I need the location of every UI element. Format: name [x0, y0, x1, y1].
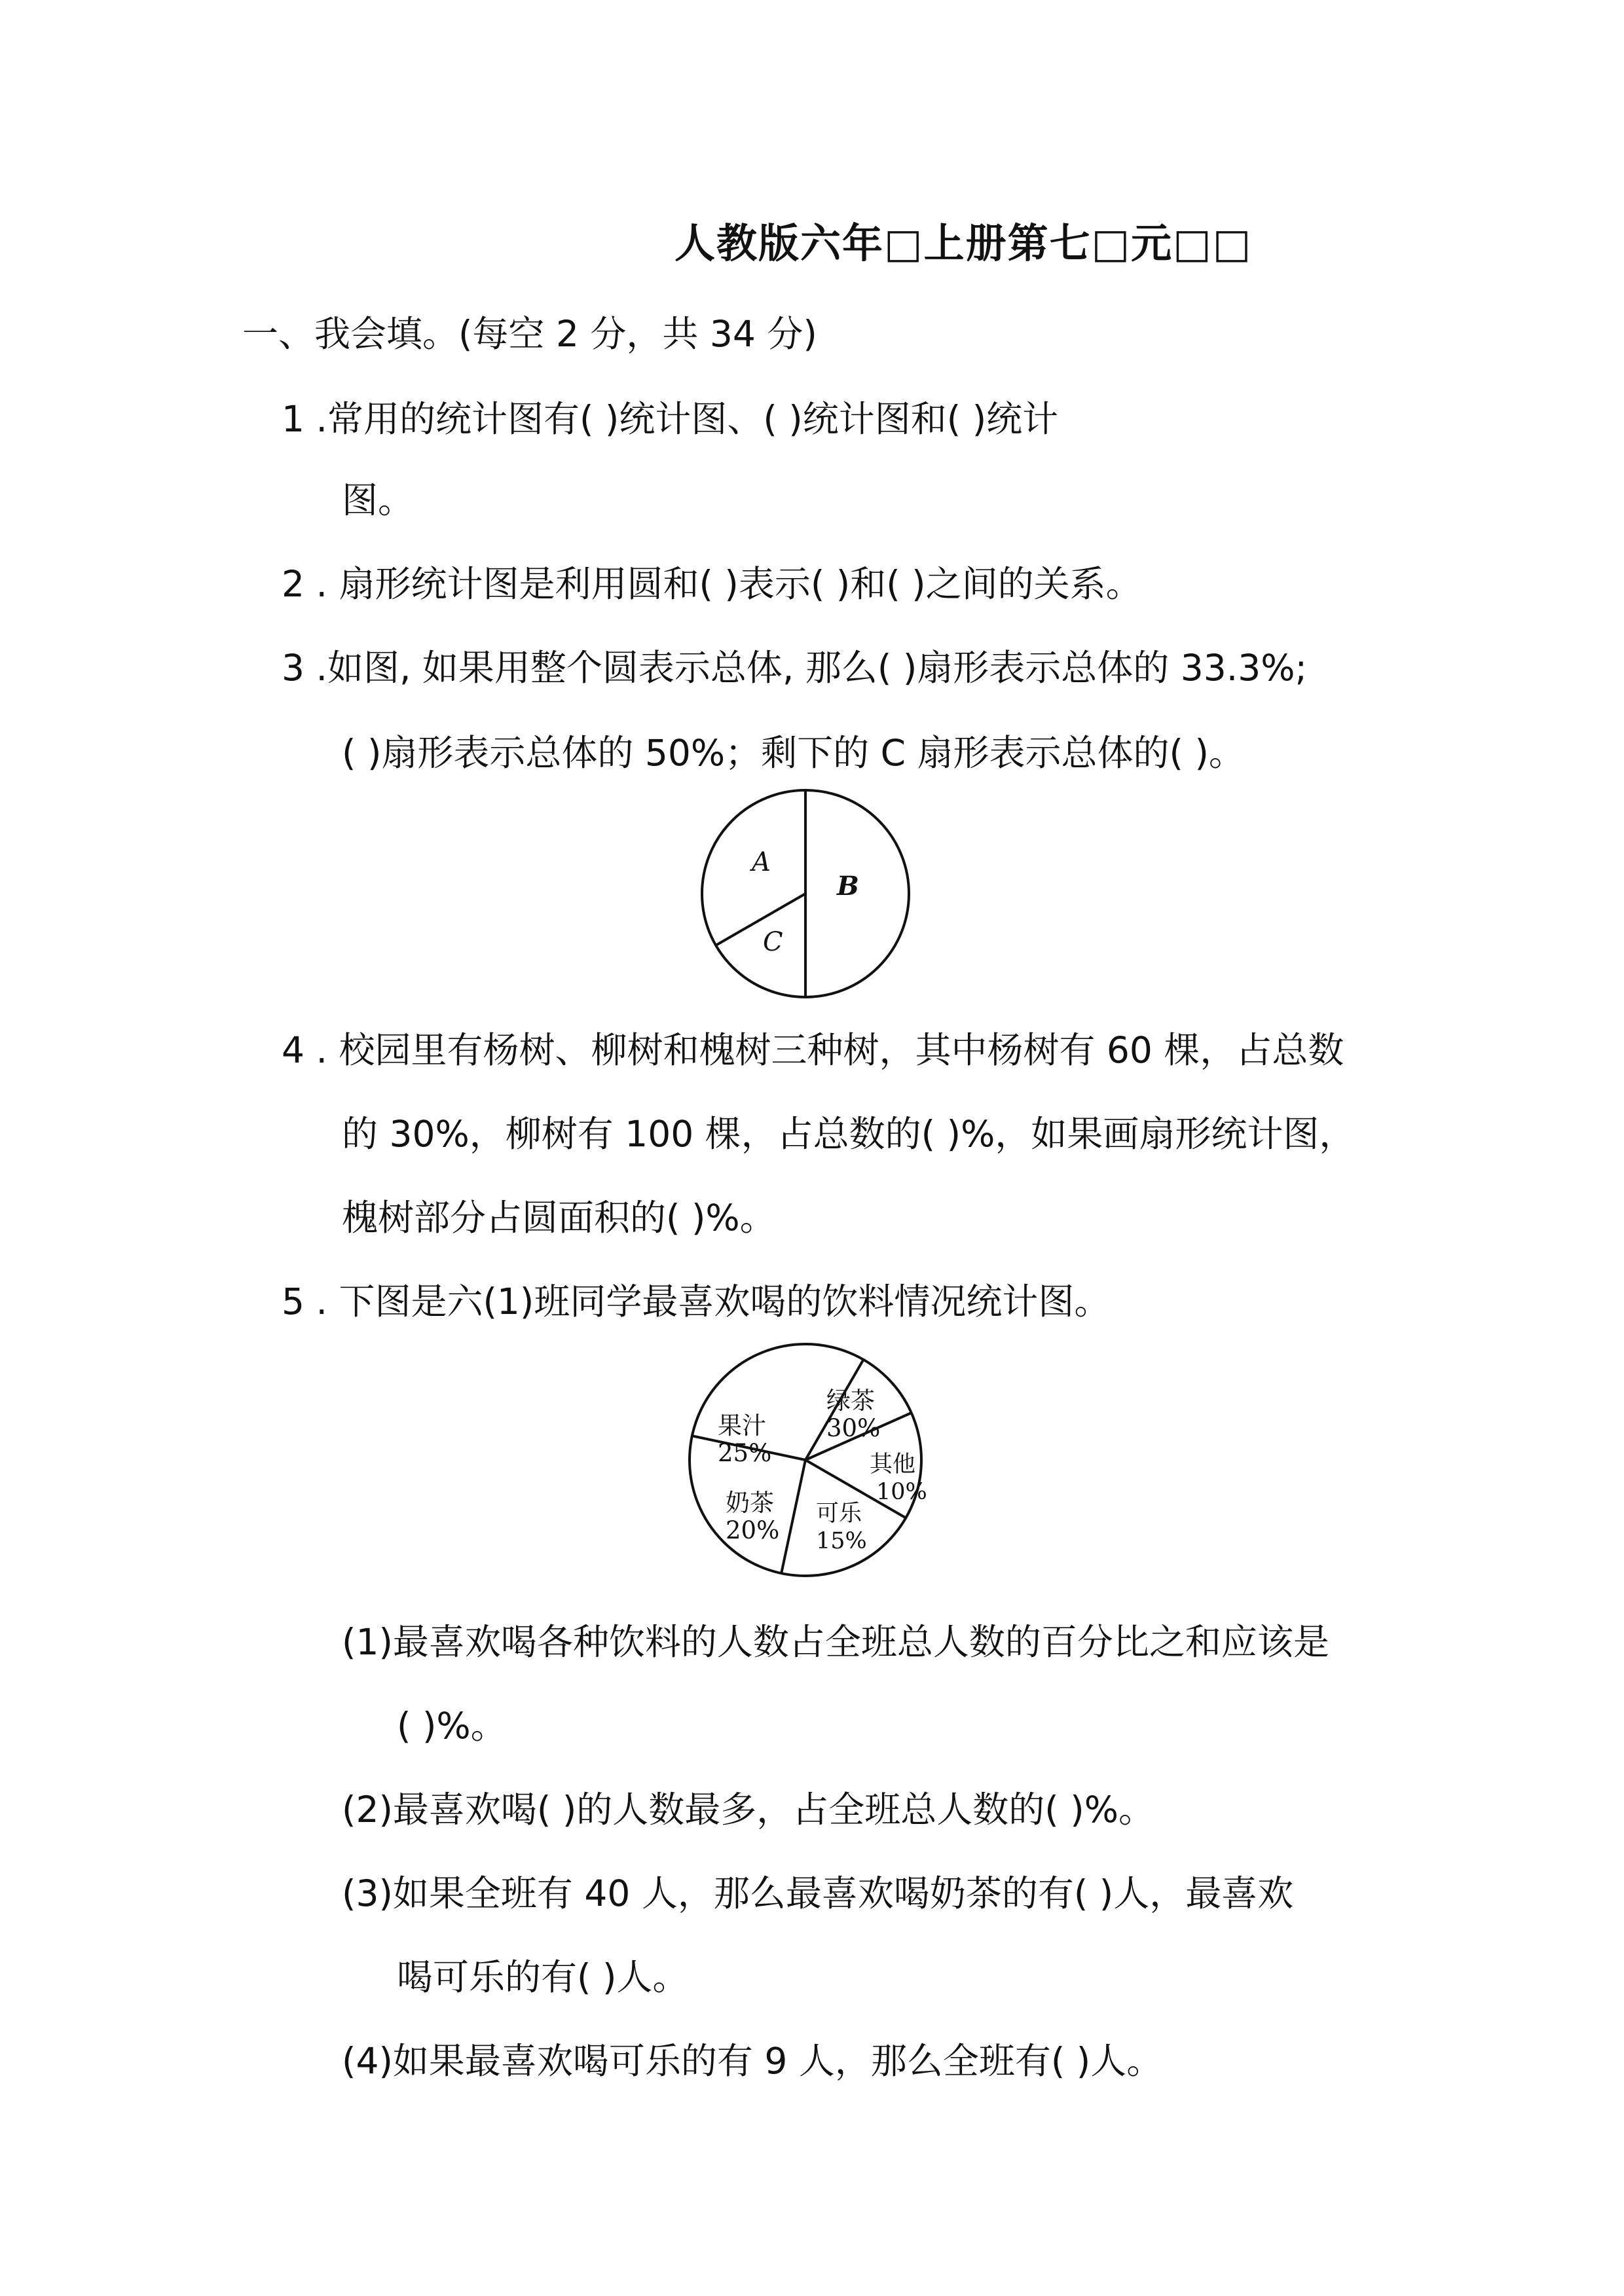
slice-value-juice: 25% — [718, 1439, 772, 1467]
question-4-line-2: 的 30%，柳树有 100 棵，占总数的( )%，如果画扇形统计图， — [342, 1113, 1356, 1155]
pie-label-c: C — [763, 927, 783, 957]
question-4-line-1: 4 . 校园里有杨树、柳树和槐树三种树，其中杨树有 60 棵，占总数 — [282, 1029, 1344, 1071]
question-5-intro: 5 . 下图是六(1)班同学最喜欢喝的饮料情况统计图。 — [282, 1281, 1111, 1322]
section-heading: 一、我会填。(每空 2 分，共 34 分) — [242, 313, 817, 355]
question-5-part-3-line-1: (3)如果全班有 40 人，那么最喜欢喝奶茶的有( )人，最喜欢 — [342, 1872, 1294, 1914]
question-5-part-3-line-2: 喝可乐的有( )人。 — [397, 1956, 689, 1998]
abc-pie-chart — [694, 782, 917, 1005]
page-title: 人教版六年□上册第七□元□□ — [674, 219, 1253, 267]
slice-value-cola: 15% — [816, 1528, 867, 1554]
slice-label-cola: 可乐 — [816, 1501, 862, 1527]
question-5-part-2: (2)最喜欢喝( )的人数最多，占全班总人数的( )%。 — [342, 1789, 1154, 1831]
pie-label-b: B — [837, 871, 859, 902]
slice-label-other: 其他 — [870, 1451, 916, 1478]
slice-label-milk-tea: 奶茶 — [726, 1489, 774, 1517]
slice-label-green-tea: 绿茶 — [826, 1387, 875, 1415]
drinks-pie-chart — [681, 1336, 930, 1584]
question-1-line-1: 1 .常用的统计图有( )统计图、( )统计图和( )统计 — [282, 398, 1059, 440]
question-5-part-4: (4)如果最喜欢喝可乐的有 9 人，那么全班有( )人。 — [342, 2040, 1163, 2082]
slice-value-milk-tea: 20% — [726, 1516, 780, 1544]
question-1-line-2: 图。 — [342, 479, 415, 521]
slice-value-other: 10% — [876, 1479, 927, 1505]
question-5-part-1-line-2: ( )%。 — [397, 1705, 507, 1747]
slice-value-green-tea: 30% — [826, 1414, 881, 1442]
question-4-line-3: 槐树部分占圆面积的( )%。 — [342, 1197, 776, 1239]
slice-label-juice: 果汁 — [718, 1412, 766, 1440]
question-5-part-1-line-1: (1)最喜欢喝各种饮料的人数占全班总人数的百分比之和应该是 — [342, 1621, 1329, 1663]
question-2: 2 . 扇形统计图是利用圆和( )表示( )和( )之间的关系。 — [282, 563, 1142, 605]
question-3-line-1: 3 .如图, 如果用整个圆表示总体, 那么( )扇形表示总体的 33.3%; — [282, 647, 1308, 689]
question-3-line-2: ( )扇形表示总体的 50%；剩下的 C 扇形表示总体的( )。 — [342, 732, 1245, 774]
pie-label-a: A — [752, 847, 771, 877]
